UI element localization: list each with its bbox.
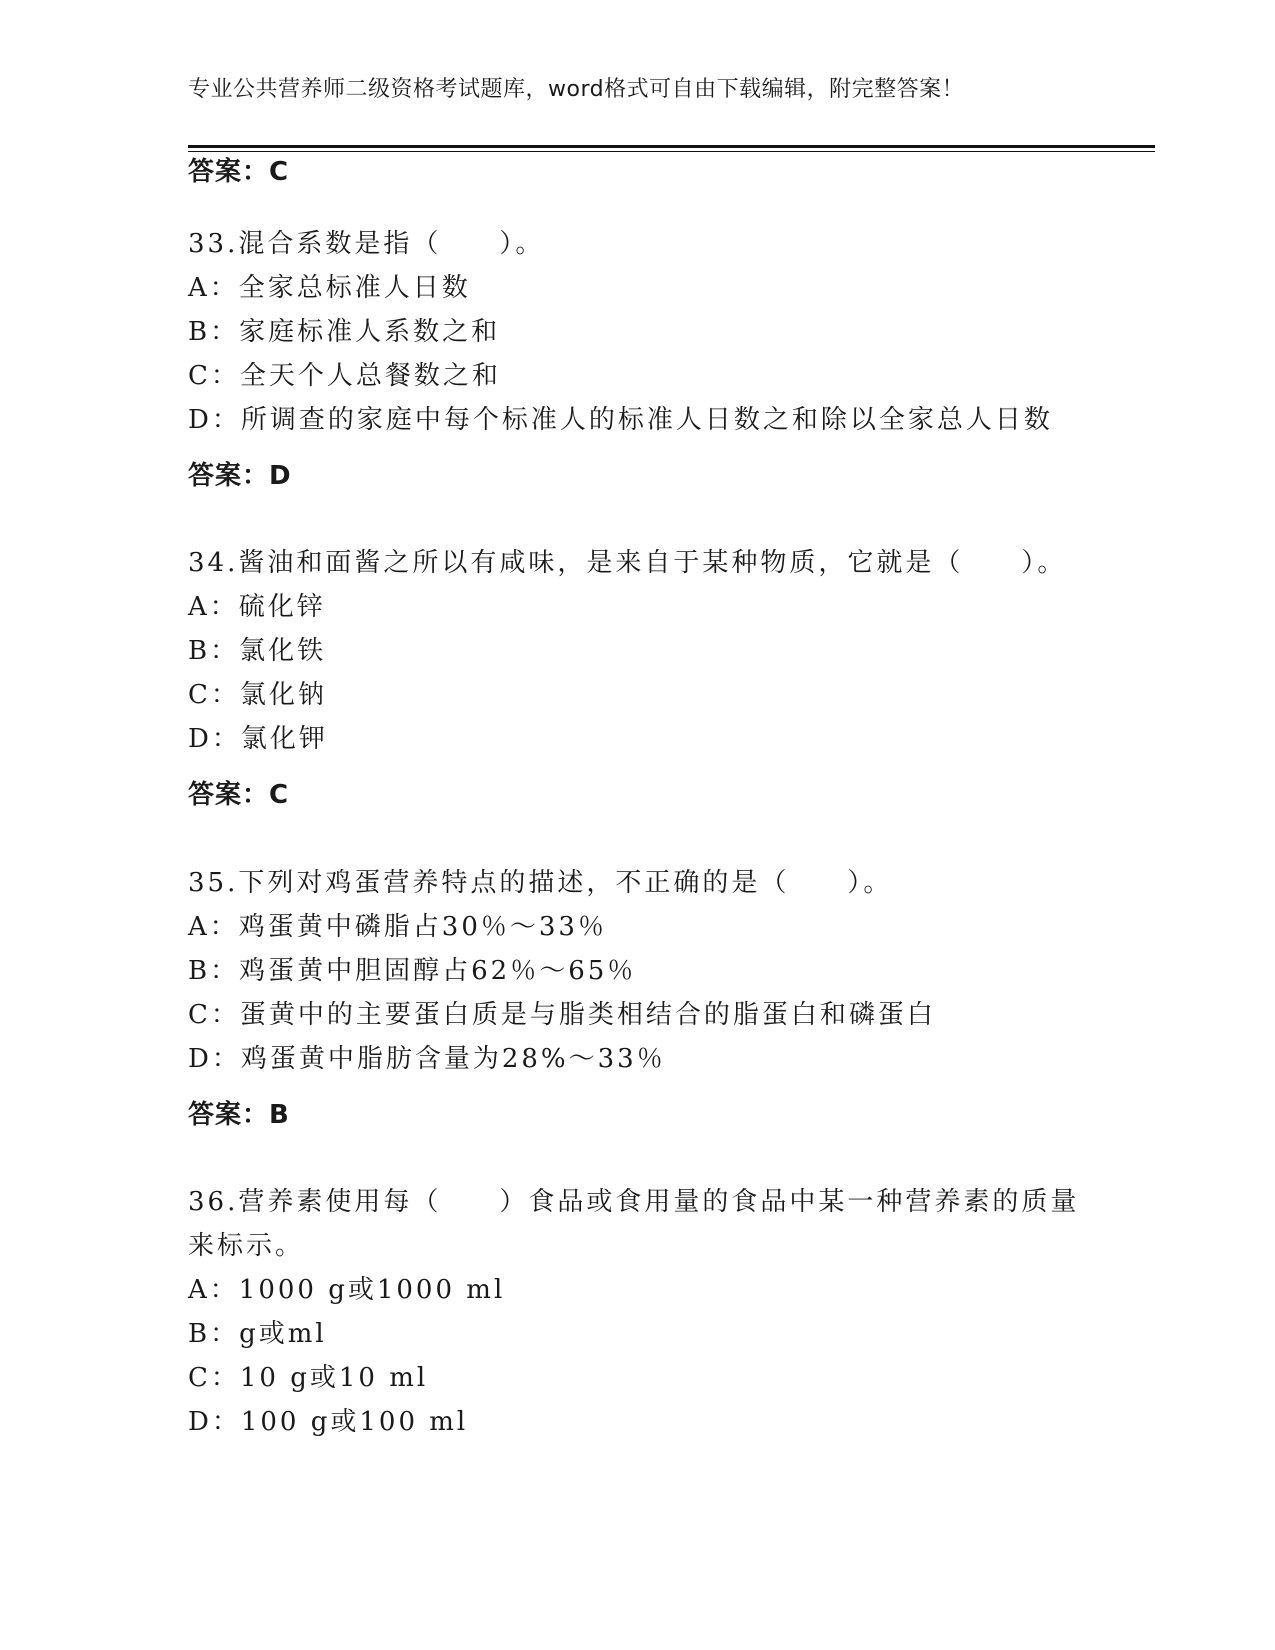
answer-q35: 答案：B	[188, 1100, 290, 1130]
answer-q34: 答案：C	[188, 780, 290, 810]
question-34-option-a: A：硫化锌	[188, 592, 326, 622]
question-34-stem: 34.酱油和面酱之所以有咸味，是来自于某种物质，它就是（ ）。	[188, 548, 1067, 578]
question-33-option-c: C：全天个人总餐数之和	[188, 361, 501, 391]
question-33-stem: 33.混合系数是指（ ）。	[188, 229, 545, 259]
question-35-stem: 35.下列对鸡蛋营养特点的描述，不正确的是（ ）。	[188, 868, 893, 898]
question-36-option-d: D：100 g或100 ml	[188, 1407, 469, 1437]
question-33-option-a: A：全家总标准人日数	[188, 273, 471, 303]
question-35-option-d: D：鸡蛋黄中脂肪含量为28%～33％	[188, 1044, 666, 1074]
question-36-option-b: B：g或ml	[188, 1319, 327, 1349]
page-header: 专业公共营养师二级资格考试题库，word格式可自由下载编辑，附完整答案！	[188, 77, 965, 102]
question-34-option-c: C：氯化钠	[188, 680, 327, 710]
question-33-option-d: D：所调查的家庭中每个标准人的标准人日数之和除以全家总人日数	[188, 405, 1053, 435]
header-rule-thin	[188, 151, 1155, 152]
question-34-option-b: B：氯化铁	[188, 636, 327, 666]
question-36-stem-line2: 来标示。	[188, 1231, 305, 1261]
question-35-option-b: B：鸡蛋黄中胆固醇占62％～65％	[188, 956, 637, 986]
answer-q33: 答案：D	[188, 461, 292, 491]
question-36-stem-line1: 36.营养素使用每（ ）食品或食用量的食品中某一种营养素的质量	[188, 1187, 1080, 1217]
question-36-option-a: A：1000 g或1000 ml	[188, 1275, 506, 1305]
question-35-option-a: A：鸡蛋黄中磷脂占30％～33％	[188, 912, 607, 942]
question-34-option-d: D：氯化钾	[188, 724, 328, 754]
question-33-option-b: B：家庭标准人系数之和	[188, 317, 501, 347]
answer-q32: 答案：C	[188, 157, 290, 187]
question-35-option-c: C：蛋黄中的主要蛋白质是与脂类相结合的脂蛋白和磷蛋白	[188, 1000, 936, 1030]
header-rule-thick	[188, 145, 1155, 148]
question-36-option-c: C：10 g或10 ml	[188, 1363, 429, 1393]
